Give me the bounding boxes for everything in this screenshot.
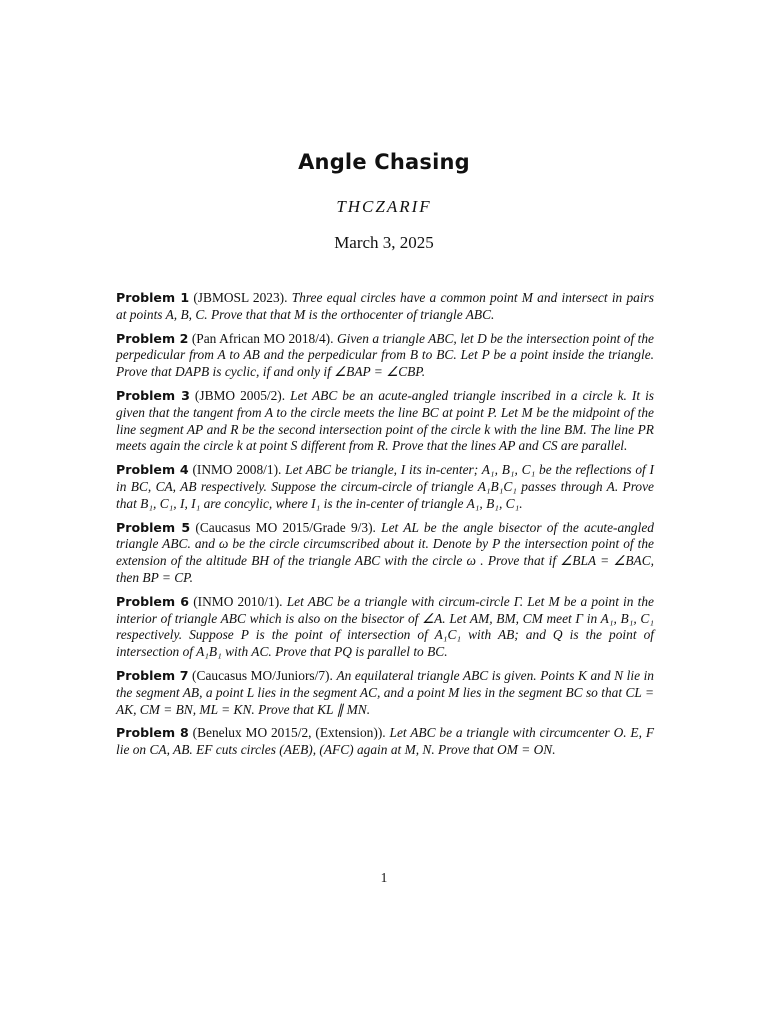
problem-label: Problem 1 (116, 290, 190, 305)
problem-source: (INMO 2010/1). (193, 593, 283, 609)
problem-source: (Pan African MO 2018/4). (191, 330, 334, 346)
problem-source: (Caucasus MO 2015/Grade 9/3). (195, 519, 376, 535)
problem-6 (116, 594, 654, 661)
problem-text: An equilateral triangle ABC is given. Points K and N lie in the segment AB, a point L lies in the segment AC, and a point M lies in the segment BC so that CL = AK, CM = BN, ML = KN. Prove that KL ∥ MN. (116, 667, 654, 717)
problem-1 (116, 290, 654, 324)
problem-label: Problem 2 (116, 330, 189, 346)
problem-label: Problem 3 (116, 387, 190, 403)
problem-source: (Caucasus MO/Juniors/7). (192, 667, 333, 683)
problem-4 (116, 462, 654, 512)
problem-label: Problem 6 (116, 593, 190, 609)
problem-text: Given a triangle ABC, let D be the intersection point of the perpedicular from A to AB and the perpedicular from B to BC. Let P be a point inside the triangle. Prove that DAPB is cyclic, if and only if ∠BAP = ∠CBP. (116, 330, 654, 380)
problem-label: Problem 7 (116, 667, 189, 683)
problem-label: Problem 4 (116, 462, 189, 478)
problem-text: Let ABC be a triangle with circum-circle Γ. Let M be a point in the interior of triangle ABC which is also on the bisector of ∠A. Let AM, BM, CM meet Γ in A₁, B₁, C₁ respectively. Suppose P is the point of intersection of A₁C₁ with AB; and Q is the point of intersection of A₁B₁ with AC. Prove that PQ is parallel to BC. (116, 593, 654, 660)
problem-source: (JBMOSL 2023). (193, 290, 288, 305)
problem-source: (Benelux MO 2015/2, (Extension)). (192, 725, 386, 741)
page-number: 1 (380, 870, 388, 885)
problem-2 (116, 331, 654, 381)
problem-7 (116, 668, 654, 718)
problem-label: Problem 5 (116, 519, 191, 535)
problem-text: Three equal circles have a common point M and intersect in pairs at points A, B, C. Prove that that M is the orthocenter of triangle ABC. (116, 290, 654, 322)
problem-text: Let ABC be triangle, I its in-center; A₁, B₁, C₁ be the reflections of I in BC, CA, AB respectively. Suppose the circum-circle of triangle A₁B₁C₁ passes through A. Prove that B₁, C₁, I, I₁ are concylic, where I₁ is the in-center of triangle A₁, B₁, C₁. (116, 462, 654, 511)
problem-text: Let ABC be an acute-angled triangle inscribed in a circle k. It is given that the tangent from A to the circle meets the line BC at point P. Let M be the midpoint of the line segment AP and R be the second intersection point of the circle k with the line BM. The line PR meets again the circle k at point S different from R. Prove that the lines AP and CS are parallel. (116, 387, 654, 454)
document-title: Angle Chasing (298, 150, 470, 174)
problem-source: (JBMO 2005/2). (194, 387, 286, 403)
problem-source: (INMO 2008/1). (192, 462, 282, 478)
problem-list (116, 290, 654, 766)
problem-3 (116, 388, 654, 455)
document-author: THCZARIF (336, 197, 432, 216)
problem-8 (116, 725, 654, 759)
problem-5 (116, 520, 654, 587)
document-date: March 3, 2025 (334, 233, 434, 252)
problem-label: Problem 8 (116, 725, 189, 741)
problem-text: Let ABC be a triangle with circumcenter O. E, F lie on CA, AB. EF cuts circles (AEB), (AFC) again at M, N. Prove that OM = ON. (116, 725, 654, 758)
problem-text: Let AL be the angle bisector of the acute-angled triangle ABC. and ω be the circle circumscribed about it. Denote by P the intersection point of the extension of the altitude BH of the triangle ABC with the circle ω . Prove that if ∠BLA = ∠BAC, then BP = CP. (116, 519, 654, 585)
